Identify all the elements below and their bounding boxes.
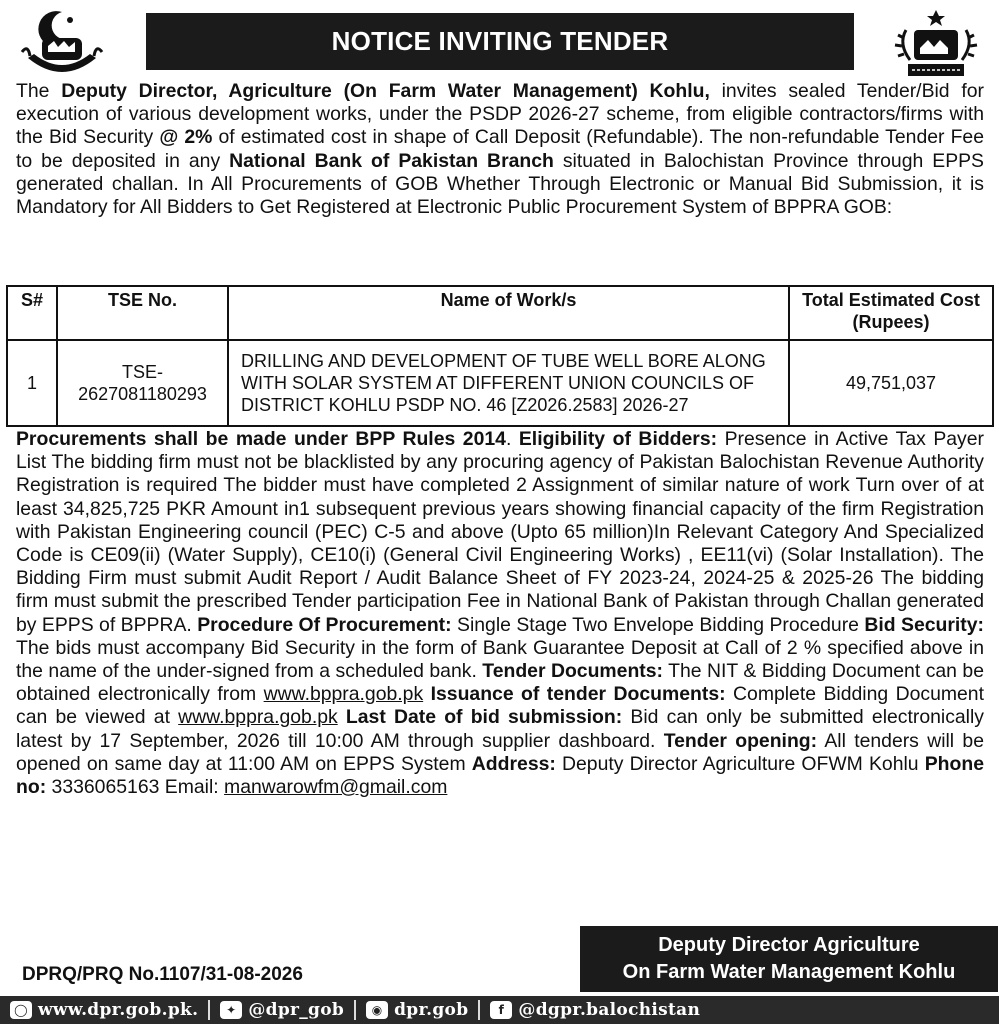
bank-name: National Bank of Pakistan Branch <box>229 149 554 172</box>
government-crest-icon <box>892 8 980 84</box>
cell-name-of-work: DRILLING AND DEVELOPMENT OF TUBE WELL BORE ALONG WITH SOLAR SYSTEM AT DIFFERENT UNION COUNCILS OF DISTRICT KOHLU PSDP NO. 46 [Z2026.2583] 2026-27 <box>228 340 789 426</box>
dprq-number: DPRQ/PRQ No.1107/31-08-2026 <box>22 964 303 985</box>
page-title: NOTICE INVITING TENDER <box>146 13 854 70</box>
facebook-icon: f <box>490 1001 512 1019</box>
table-header-row <box>7 286 993 340</box>
balochistan-emblem-icon <box>18 8 106 84</box>
header-s-no: S# <box>7 286 57 340</box>
header-total-cost: Total Estimated Cost (Rupees) <box>789 286 993 340</box>
twitter-icon: ✦ <box>220 1001 242 1019</box>
email-link[interactable]: manwarowfm@gmail.com <box>224 776 448 799</box>
globe-icon: ◯ <box>10 1001 32 1019</box>
issuer-name: Deputy Director, Agriculture (On Farm Water Management) Kohlu, <box>61 80 710 102</box>
bppra-link-2[interactable]: www.bppra.gob.pk <box>178 706 338 729</box>
footer-website[interactable]: ◯ www.dpr.gob.pk. <box>0 996 208 1024</box>
footer-instagram[interactable]: ◉ dpr.gob <box>356 996 478 1024</box>
header-name-of-work: Name of Work/s <box>228 286 789 340</box>
signature-line-1: Deputy Director Agriculture <box>658 934 920 956</box>
bppra-link-1[interactable]: www.bppra.gob.pk <box>263 683 424 706</box>
intro-paragraph: The Deputy Director, Agriculture (On Farm Water Management) Kohlu, invites sealed Tender/Bid for execution of various development works, under the PSDP 2026-27 scheme, from eligible contractors/firms with the Bid Security @ 2% of estimated cost in shape of Call Deposit (Refundable). The non-refundable Tender Fee to be deposited in any National Bank of Pakistan Branch situated in Balochistan Province through EPPS generated challan. In All Procurements of GOB Whether Through Electronic or Manual Bid Submission, it is Mandatory for All Bidders to Get Registered at Electronic Public Procurement System of BPPRA GOB: <box>16 80 984 219</box>
signature-line-2: On Farm Water Management Kohlu <box>622 961 956 983</box>
footer-twitter[interactable]: ✦ @dpr_gob <box>210 996 354 1024</box>
cell-total-cost: 49,751,037 <box>789 340 993 426</box>
footer-facebook[interactable]: f @dgpr.balochistan <box>480 996 710 1024</box>
cell-tse-no: TSE-2627081180293 <box>57 340 228 426</box>
footer-bar <box>0 996 999 1024</box>
signature-box <box>580 926 998 992</box>
bid-security-rate: @ 2% <box>159 126 213 149</box>
tender-table <box>6 285 994 427</box>
table-row <box>7 340 993 426</box>
header-tse-no: TSE No. <box>57 286 228 340</box>
instagram-icon: ◉ <box>366 1001 388 1019</box>
cell-s-no: 1 <box>7 340 57 426</box>
terms-paragraph: Procurements shall be made under BPP Rules 2014. Eligibility of Bidders: Presence in Active Tax Payer List The bidding firm must not be blacklisted by any procuring agency of Pakistan Balochistan Revenue Authority Registration is required The bidder must have completed 2 Assignment of similar nature of work Turn over of at least 34,825,725 PKR Amount in1 subsequent previous years showing financial capacity of the firm Registration with Pakistan Engineering council (PEC) C-5 and above (Upto 65 million)In Relevant Category And Specialized Code is CE09(ii) (Water Supply), CE10(i) (General Civil Engineering Works) , EE11(vi) (Solar Installation). The Bidding Firm must submit Audit Report / Audit Balance Sheet of FY 2023-24, 2024-25 & 2025-26 The bidding firm must submit the prescribed Tender participation Fee in National Bank of Pakistan through Challan generated by EPPS of BPPRA. Procedure Of Procurement: Single Stage Two Envelope Bidding Procedure Bid Security: The bids must accompany Bid Security in the form of Bank Guarantee Deposit at Call of 2 % specified above in the name of the under-signed from a scheduled bank. Tender Documents: The NIT & Bidding Document can be obtained electronically from www.bppra.gob.pk Issuance of tender Documents: Complete Bidding Document can be viewed at www.bppra.gob.pk Last Date of bid submission: Bid can only be submitted electronically latest by 17 September, 2026 till 10:00 AM through supplier dashboard. Tender opening: All tenders will be opened on same day at 11:00 AM on EPPS System Address: Deputy Director Agriculture OFWM Kohlu Phone no: 3336065163 Email: manwarowfm@gmail.com <box>16 428 985 799</box>
